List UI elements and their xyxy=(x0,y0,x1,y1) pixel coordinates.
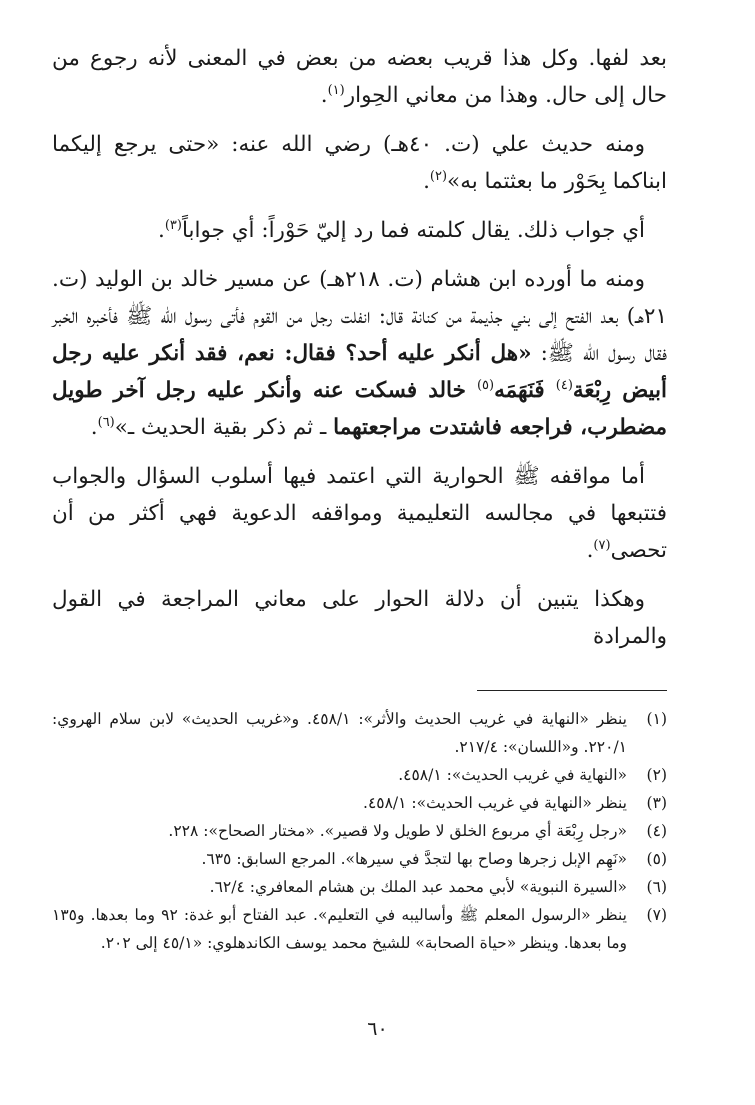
paragraph-text: بعد لفها. وكل هذا قريب بعضه من بعض في المعنى لأنه رجوع من حال إلى حال. وهذا من معاني الحِوار xyxy=(52,46,667,108)
paragraph-text: أما مواقفه ﷺ الحوارية التي اعتمد فيها أسلوب السؤال والجواب فتتبعها في مجالسه التعليمية ومواقفه الدعوية فهي أكثر من أن تحصى xyxy=(52,464,667,563)
footnote-item xyxy=(52,761,667,789)
footnote-number: (١) xyxy=(646,710,667,728)
footnote-ref: (٥) xyxy=(476,377,495,393)
footnote-text: ينظر «الرسول المعلم ﷺ وأساليبه في التعليم». عبد الفتاح أبو غدة: ٩٢ وما بعدها. و١٣٥ وما بعدها. وينظر «حياة الصحابة» للشيخ محمد يوسف الكاندهلوي: «٤٥/١ إلى ٢٠٢. xyxy=(52,906,627,952)
paragraph-text: أي جواب ذلك. يقال كلمته فما رد إليّ حَوْراً: أي جواباً xyxy=(181,218,645,243)
footnote-text: «نَهِم الإبل زجرها وصاح بها لتجدَّ في سيرها». المرجع السابق: ٦٣٥. xyxy=(201,850,627,868)
footnote-number: (٦) xyxy=(646,878,667,896)
footnote-item xyxy=(52,873,667,901)
bold-quote-text: «هل أنكر عليه أحد؟ فقال: نعم، فقد أنكر عليه رجل أبيض رِبْعَة xyxy=(52,341,668,403)
paragraph-p5 xyxy=(52,458,667,569)
page-number: ٦٠ xyxy=(367,1018,388,1040)
paragraph-text: . xyxy=(90,415,98,440)
paragraph-p3 xyxy=(52,212,667,249)
paragraph-text: . xyxy=(157,218,165,243)
footnote-text: «السيرة النبوية» لأبي محمد عبد الملك بن هشام المعافري: ٦٢/٤. xyxy=(209,878,627,896)
footnote-ref: (١) xyxy=(327,82,345,98)
paragraph-p6 xyxy=(52,581,667,655)
footnote-number: (٤) xyxy=(646,822,667,840)
footnote-text: «رجل رِبْعَة أي مربوع الخلق لا طويل ولا قصير». «مختار الصحاح»: ٢٢٨. xyxy=(168,822,627,840)
paragraph-text: . xyxy=(320,83,328,108)
footnote-number: (٥) xyxy=(646,850,667,868)
footnote-item xyxy=(52,901,667,957)
paragraph-text: ومنه حديث علي (ت. ٤٠هـ) رضي الله عنه: «حتى يرجع إليكما ابناكما بِحَوْر ما بعثتما به» xyxy=(52,132,667,194)
bold-quote-text: خالد فسكت عنه وأنكر عليه رجل آخر طويل مضطرب، فراجعه فاشتدت مراجعتهما xyxy=(52,378,667,440)
footnote-text: «النهاية في غريب الحديث»: ٤٥٨/١. xyxy=(398,766,627,784)
footnote-divider xyxy=(477,690,667,691)
paragraph-p1 xyxy=(52,40,667,114)
footnote-ref: (٢) xyxy=(429,168,448,184)
footnote-item xyxy=(52,817,667,845)
footnote-number: (٣) xyxy=(646,794,667,812)
footnote-ref: (٣) xyxy=(164,217,182,233)
body-text xyxy=(52,40,667,655)
footnote-item xyxy=(52,705,667,761)
paragraph-p2 xyxy=(52,126,667,200)
paragraph-text: . xyxy=(423,169,430,194)
footnote-text: ينظر «النهاية في غريب الحديث والأثر»: ٤٥٨/١. و«غريب الحديث» لابن سلام الهروي: ٢٢٠/١. و«اللسان»: ٢١٧/٤. xyxy=(52,710,627,756)
footnote-ref: (٦) xyxy=(97,414,115,430)
paragraph-text: وهكذا يتبين أن دلالة الحوار على معاني المراجعة في القول والمرادة xyxy=(52,587,667,649)
footnote-number: (٧) xyxy=(646,906,667,924)
footnote-item xyxy=(52,845,667,873)
footnote-ref: (٧) xyxy=(593,537,611,553)
paragraph-p4 xyxy=(52,261,667,446)
paragraph-text: ـ ثم ذكر بقية الحديث ـ» xyxy=(114,415,334,440)
footnote-item xyxy=(52,789,667,817)
footnote-text: ينظر «النهاية في غريب الحديث»: ٤٥٨/١. xyxy=(363,794,627,812)
footnote-ref: (٤) xyxy=(555,377,573,393)
paragraph-text: . xyxy=(586,538,594,563)
paragraph-text: ومنه ما أورده ابن هشام (ت. ٢١٨هـ) عن مسير خالد بن الوليد (ت. ٢١هـ) بعد الفتح إلى بني جذيمة من كنانة قال: انفلت رجل من القوم فأتى رسول الله ﷺ فأخبره الخبر فقال رسول الله ﷺ: xyxy=(52,267,667,366)
footnote-number: (٢) xyxy=(646,766,667,784)
bold-quote-text: فَنَهَمَه xyxy=(494,378,556,403)
footnotes xyxy=(52,705,667,957)
